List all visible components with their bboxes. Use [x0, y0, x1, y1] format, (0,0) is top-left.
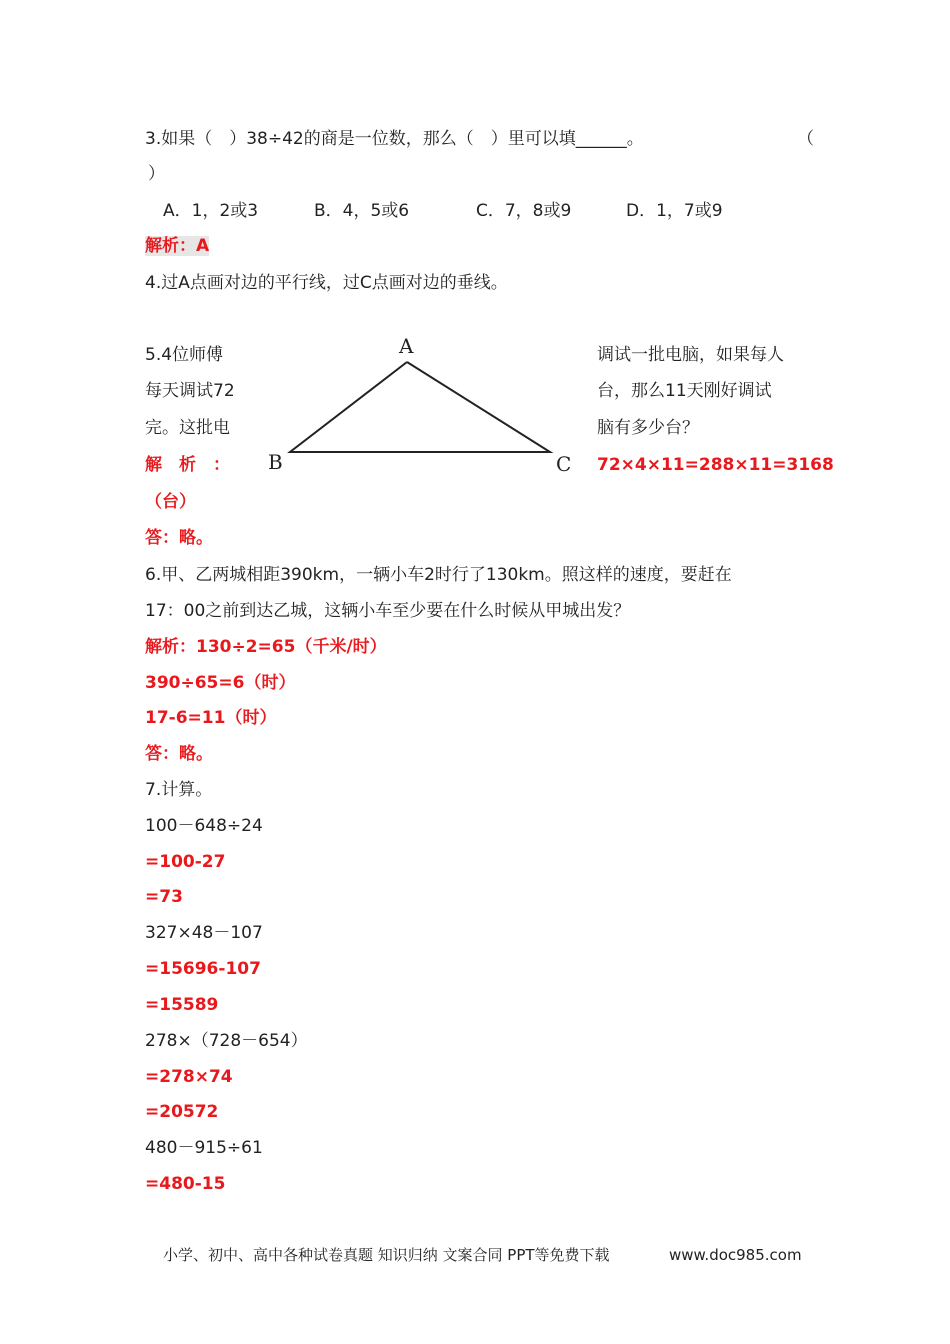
q7-step: =20572	[145, 1102, 219, 1122]
q7-step: =480-15	[145, 1174, 226, 1194]
q6-question-line: 6.甲、乙两城相距390km，一辆小车2时行了130km。照这样的速度，要赶在	[145, 565, 732, 585]
q3-option-c: C．7，8或9	[476, 201, 572, 221]
q7-expression: 480－915÷61	[145, 1138, 263, 1158]
q3-option-b: B．4，5或6	[314, 201, 410, 221]
q5-left-line: 每天调试72	[145, 381, 235, 401]
q5-left-line: 5.4位师傅	[145, 345, 224, 365]
q6-conclusion: 答：略。	[145, 744, 213, 764]
q7-step: =278×74	[145, 1067, 233, 1087]
triangle-label-a: A	[399, 334, 414, 358]
q7-step: =73	[145, 887, 183, 907]
triangle-label-b: B	[268, 450, 283, 474]
q3-question: 3.如果（ ）38÷42的商是一位数，那么（ ）里可以填______。	[145, 129, 644, 149]
q3-answer-paren-close: ）	[148, 164, 165, 184]
q5-solution-formula: 72×4×11=288×11=3168	[597, 455, 834, 475]
q7-step: =15589	[145, 995, 219, 1015]
q5-right-line: 脑有多少台？	[597, 418, 699, 438]
q5-solution-label: 解 析 ：	[145, 455, 230, 475]
q6-solution-line: 390÷65=6（时）	[145, 673, 296, 693]
q5-right-line: 调试一批电脑，如果每人	[597, 345, 784, 365]
q7-title: 7.计算。	[145, 780, 213, 800]
q5-solution-unit: （台）	[145, 492, 196, 512]
q3-option-d: D．1，7或9	[626, 201, 723, 221]
q3-option-a: A．1，2或3	[163, 201, 259, 221]
q5-conclusion: 答：略。	[145, 528, 213, 548]
footer-text: 小学、初中、高中各种试卷真题 知识归纳 文案合同 PPT等免费下载	[163, 1246, 610, 1264]
q3-answer-paren-open: （	[797, 129, 814, 149]
triangle-label-c: C	[556, 452, 572, 476]
q4-question: 4.过A点画对边的平行线，过C点画对边的垂线。	[145, 273, 508, 293]
q7-step: =100-27	[145, 852, 226, 872]
triangle-shape	[290, 362, 550, 452]
q5-right-line: 台，那么11天刚好调试	[597, 381, 772, 401]
q7-expression: 278×（728－654）	[145, 1031, 308, 1051]
q6-question-line: 17：00之前到达乙城，这辆小车至少要在什么时候从甲城出发？	[145, 601, 631, 621]
footer-url[interactable]: www.doc985.com	[669, 1246, 802, 1264]
q5-left-line: 完。这批电	[145, 418, 230, 438]
q3-solution: 解析：A	[145, 236, 210, 256]
q7-expression: 327×48－107	[145, 923, 263, 943]
q6-solution-line: 解析：130÷2=65（千米/时）	[145, 637, 387, 657]
triangle-figure	[260, 330, 590, 480]
q6-solution-line: 17-6=11（时）	[145, 708, 277, 728]
q7-expression: 100－648÷24	[145, 816, 263, 836]
q7-step: =15696-107	[145, 959, 261, 979]
